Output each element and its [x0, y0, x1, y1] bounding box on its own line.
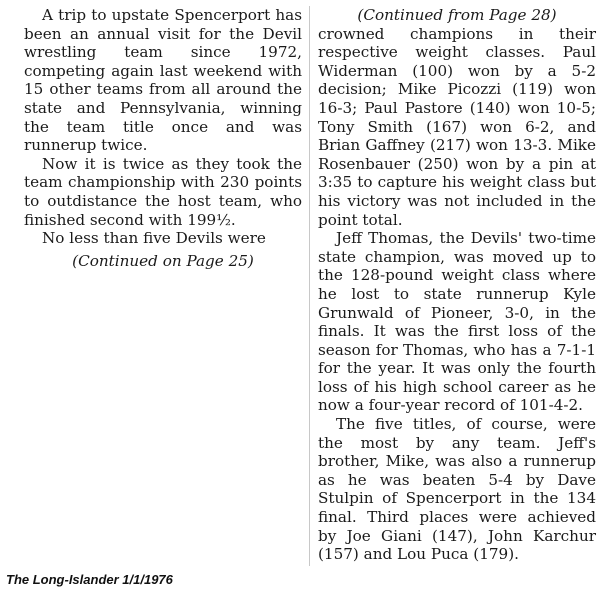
article-paragraph: A trip to upstate Spencerport has been an annual visit for the Devil wrestling team since 1972, competing again last weekend with 15 other teams from all around the state and Pennsylvania, winning the team title once and was runnerup twice.: [24, 6, 302, 155]
article-paragraph: No less than five Devils were: [42, 229, 266, 248]
source-caption: The Long-Islander 1/1/1976: [6, 572, 173, 587]
article-paragraph: Now it is twice as they took the team championship with 230 points to outdistance the host team, who finished second with 199½.: [24, 154, 302, 229]
article-column-left: [24, 6, 302, 274]
article-paragraph: The five titles, of course, were the most by any team. Jeff's brother, Mike, was also a runnerup as he was beaten 5-4 by Dave Stulpin of Spencerport in the 134 final. Third places were achieved by Joe Giani (147), John Karchur (157) and Lou Puca (179).: [318, 415, 596, 564]
article-column-right: [318, 6, 596, 564]
continued-on-note: (Continued on Page 25): [72, 251, 254, 270]
column-divider: [309, 6, 310, 566]
continued-from-note: (Continued from Page 28): [357, 6, 557, 24]
article-paragraph: crowned champions in their respective weight classes. Paul Widerman (100) won by a 5-2 decision; Mike Picozzi (119) won 16-3; Paul Pastore (140) won 10-5; Tony Smith (167) won 6-2, and Brian Gaffney (217) won 13-3. Mike Rosenbauer (250) won by a pin at 3:35 to capture his weight class but his victory was not included in the point total.: [318, 24, 596, 229]
article-paragraph: Jeff Thomas, the Devils' two-time state champion, was moved up to the 128-pound weight class where he lost to state runnerup Kyle Grunwald of Pioneer, 3-0, in the finals. It was the first loss of the season for Thomas, who has a 7-1-1 for the year. It was only the fourth loss of his high school career as he now a four-year record of 101-4-2.: [318, 229, 596, 415]
